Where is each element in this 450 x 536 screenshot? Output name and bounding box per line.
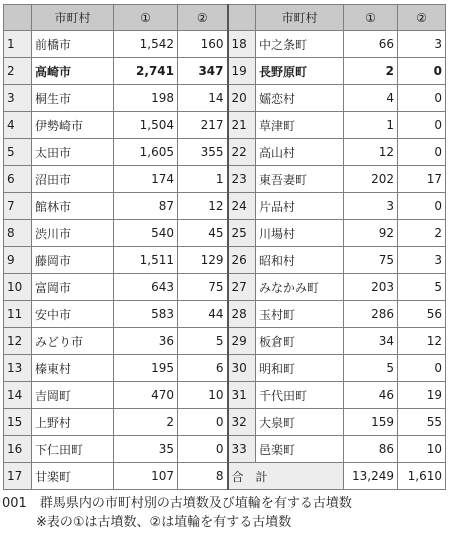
row-number: 22 <box>228 139 256 166</box>
municipality-name: 玉村町 <box>256 301 344 328</box>
haniwa-kofun-count: 347 <box>178 58 228 85</box>
municipality-name: 桐生市 <box>32 85 114 112</box>
municipality-name: 富岡市 <box>32 274 114 301</box>
header-name-right: 市町村 <box>256 5 344 31</box>
municipality-name: 高山村 <box>256 139 344 166</box>
table-row <box>4 112 446 139</box>
kofun-count: 3 <box>344 193 398 220</box>
haniwa-kofun-count: 355 <box>178 139 228 166</box>
haniwa-kofun-count: 0 <box>398 193 446 220</box>
municipality-name: 榛東村 <box>32 355 114 382</box>
kofun-count: 174 <box>114 166 178 193</box>
haniwa-kofun-count: 1 <box>178 166 228 193</box>
table-row <box>4 382 446 409</box>
total-haniwa-kofun-count: 1,610 <box>398 463 446 490</box>
row-number: 20 <box>228 85 256 112</box>
row-number: 26 <box>228 247 256 274</box>
haniwa-kofun-count: 45 <box>178 220 228 247</box>
municipality-name: 伊勢崎市 <box>32 112 114 139</box>
kofun-count: 107 <box>114 463 178 490</box>
row-number: 32 <box>228 409 256 436</box>
haniwa-kofun-count: 56 <box>398 301 446 328</box>
table-row <box>4 166 446 193</box>
kofun-count: 470 <box>114 382 178 409</box>
haniwa-kofun-count: 12 <box>178 193 228 220</box>
municipality-name: 千代田町 <box>256 382 344 409</box>
kofun-count: 202 <box>344 166 398 193</box>
total-kofun-count: 13,249 <box>344 463 398 490</box>
kofun-count: 195 <box>114 355 178 382</box>
row-number: 16 <box>4 436 32 463</box>
table-row <box>4 139 446 166</box>
municipality-name: 上野村 <box>32 409 114 436</box>
table-row <box>4 193 446 220</box>
kofun-count: 2 <box>344 58 398 85</box>
kofun-count: 198 <box>114 85 178 112</box>
caption <box>2 494 448 532</box>
municipality-name: 沼田市 <box>32 166 114 193</box>
haniwa-kofun-count: 75 <box>178 274 228 301</box>
row-number: 3 <box>4 85 32 112</box>
haniwa-kofun-count: 0 <box>398 355 446 382</box>
row-number: 17 <box>4 463 32 490</box>
kofun-count: 583 <box>114 301 178 328</box>
kofun-count: 1,605 <box>114 139 178 166</box>
row-number: 8 <box>4 220 32 247</box>
haniwa-kofun-count: 3 <box>398 247 446 274</box>
header-row <box>4 5 446 31</box>
kofun-count: 1,504 <box>114 112 178 139</box>
table-row <box>4 301 446 328</box>
row-number: 23 <box>228 166 256 193</box>
table-row <box>4 328 446 355</box>
row-number: 29 <box>228 328 256 355</box>
header-c2-right: ② <box>398 5 446 31</box>
haniwa-kofun-count: 3 <box>398 31 446 58</box>
municipality-name: 太田市 <box>32 139 114 166</box>
haniwa-kofun-count: 5 <box>178 328 228 355</box>
table-body <box>4 5 446 490</box>
row-number: 12 <box>4 328 32 355</box>
municipality-name: 藤岡市 <box>32 247 114 274</box>
kofun-count: 540 <box>114 220 178 247</box>
row-number: 6 <box>4 166 32 193</box>
row-number: 1 <box>4 31 32 58</box>
row-number: 2 <box>4 58 32 85</box>
municipality-name: 大泉町 <box>256 409 344 436</box>
header-no-left <box>4 5 32 31</box>
municipality-name: みなかみ町 <box>256 274 344 301</box>
row-number: 30 <box>228 355 256 382</box>
haniwa-kofun-count: 10 <box>178 382 228 409</box>
haniwa-kofun-count: 0 <box>398 139 446 166</box>
table-row <box>4 463 446 490</box>
municipality-name: 嬬恋村 <box>256 85 344 112</box>
row-number: 28 <box>228 301 256 328</box>
haniwa-kofun-count: 217 <box>178 112 228 139</box>
haniwa-kofun-count: 160 <box>178 31 228 58</box>
haniwa-kofun-count: 6 <box>178 355 228 382</box>
row-number: 10 <box>4 274 32 301</box>
caption-note: ※表の①は古墳数、②は埴輪を有する古墳数 <box>36 515 292 530</box>
row-number: 21 <box>228 112 256 139</box>
row-number: 9 <box>4 247 32 274</box>
kofun-count: 4 <box>344 85 398 112</box>
municipality-name: 川場村 <box>256 220 344 247</box>
header-name-left: 市町村 <box>32 5 114 31</box>
header-c2-left: ② <box>178 5 228 31</box>
header-no-right <box>228 5 256 31</box>
kofun-count: 2,741 <box>114 58 178 85</box>
haniwa-kofun-count: 17 <box>398 166 446 193</box>
kofun-count: 1,542 <box>114 31 178 58</box>
municipality-name: 吉岡町 <box>32 382 114 409</box>
kofun-count: 34 <box>344 328 398 355</box>
kofun-count: 36 <box>114 328 178 355</box>
haniwa-kofun-count: 5 <box>398 274 446 301</box>
row-number: 14 <box>4 382 32 409</box>
haniwa-kofun-count: 0 <box>398 85 446 112</box>
row-number: 7 <box>4 193 32 220</box>
kofun-count: 286 <box>344 301 398 328</box>
municipality-name: 明和町 <box>256 355 344 382</box>
kofun-count: 1 <box>344 112 398 139</box>
haniwa-kofun-count: 19 <box>398 382 446 409</box>
table-row <box>4 409 446 436</box>
municipality-name: 東吾妻町 <box>256 166 344 193</box>
kofun-count: 75 <box>344 247 398 274</box>
table-row <box>4 355 446 382</box>
row-number: 25 <box>228 220 256 247</box>
kofun-count: 159 <box>344 409 398 436</box>
row-number: 18 <box>228 31 256 58</box>
municipality-name: みどり市 <box>32 328 114 355</box>
row-number: 33 <box>228 436 256 463</box>
header-c1-right: ① <box>344 5 398 31</box>
kofun-count: 643 <box>114 274 178 301</box>
kofun-count: 12 <box>344 139 398 166</box>
table-row <box>4 436 446 463</box>
haniwa-kofun-count: 14 <box>178 85 228 112</box>
row-number: 31 <box>228 382 256 409</box>
municipality-table <box>3 4 446 490</box>
total-label: 合 計 <box>228 463 344 490</box>
municipality-name: 邑楽町 <box>256 436 344 463</box>
table-row <box>4 58 446 85</box>
haniwa-kofun-count: 2 <box>398 220 446 247</box>
kofun-count: 66 <box>344 31 398 58</box>
municipality-name: 安中市 <box>32 301 114 328</box>
haniwa-kofun-count: 0 <box>398 112 446 139</box>
haniwa-kofun-count: 0 <box>178 436 228 463</box>
municipality-name: 高崎市 <box>32 58 114 85</box>
kofun-count: 86 <box>344 436 398 463</box>
municipality-name: 昭和村 <box>256 247 344 274</box>
row-number: 5 <box>4 139 32 166</box>
municipality-name: 甘楽町 <box>32 463 114 490</box>
table-row <box>4 274 446 301</box>
haniwa-kofun-count: 44 <box>178 301 228 328</box>
kofun-count: 5 <box>344 355 398 382</box>
haniwa-kofun-count: 8 <box>178 463 228 490</box>
haniwa-kofun-count: 0 <box>178 409 228 436</box>
kofun-count: 203 <box>344 274 398 301</box>
municipality-name: 片品村 <box>256 193 344 220</box>
row-number: 27 <box>228 274 256 301</box>
table-row <box>4 31 446 58</box>
kofun-count: 35 <box>114 436 178 463</box>
haniwa-kofun-count: 55 <box>398 409 446 436</box>
table-row <box>4 247 446 274</box>
caption-title: 001 群馬県内の市町村別の古墳数及び埴輪を有する古墳数 <box>2 496 352 511</box>
haniwa-kofun-count: 129 <box>178 247 228 274</box>
haniwa-kofun-count: 10 <box>398 436 446 463</box>
municipality-name: 中之条町 <box>256 31 344 58</box>
header-c1-left: ① <box>114 5 178 31</box>
municipality-name: 下仁田町 <box>32 436 114 463</box>
municipality-name: 渋川市 <box>32 220 114 247</box>
table-row <box>4 220 446 247</box>
kofun-count: 1,511 <box>114 247 178 274</box>
municipality-name: 長野原町 <box>256 58 344 85</box>
municipality-name: 前橋市 <box>32 31 114 58</box>
kofun-count: 92 <box>344 220 398 247</box>
haniwa-kofun-count: 0 <box>398 58 446 85</box>
kofun-count: 2 <box>114 409 178 436</box>
municipality-name: 板倉町 <box>256 328 344 355</box>
row-number: 4 <box>4 112 32 139</box>
municipality-name: 館林市 <box>32 193 114 220</box>
row-number: 24 <box>228 193 256 220</box>
table-row <box>4 85 446 112</box>
haniwa-kofun-count: 12 <box>398 328 446 355</box>
row-number: 19 <box>228 58 256 85</box>
row-number: 13 <box>4 355 32 382</box>
row-number: 15 <box>4 409 32 436</box>
kofun-count: 46 <box>344 382 398 409</box>
municipality-name: 草津町 <box>256 112 344 139</box>
row-number: 11 <box>4 301 32 328</box>
kofun-count: 87 <box>114 193 178 220</box>
